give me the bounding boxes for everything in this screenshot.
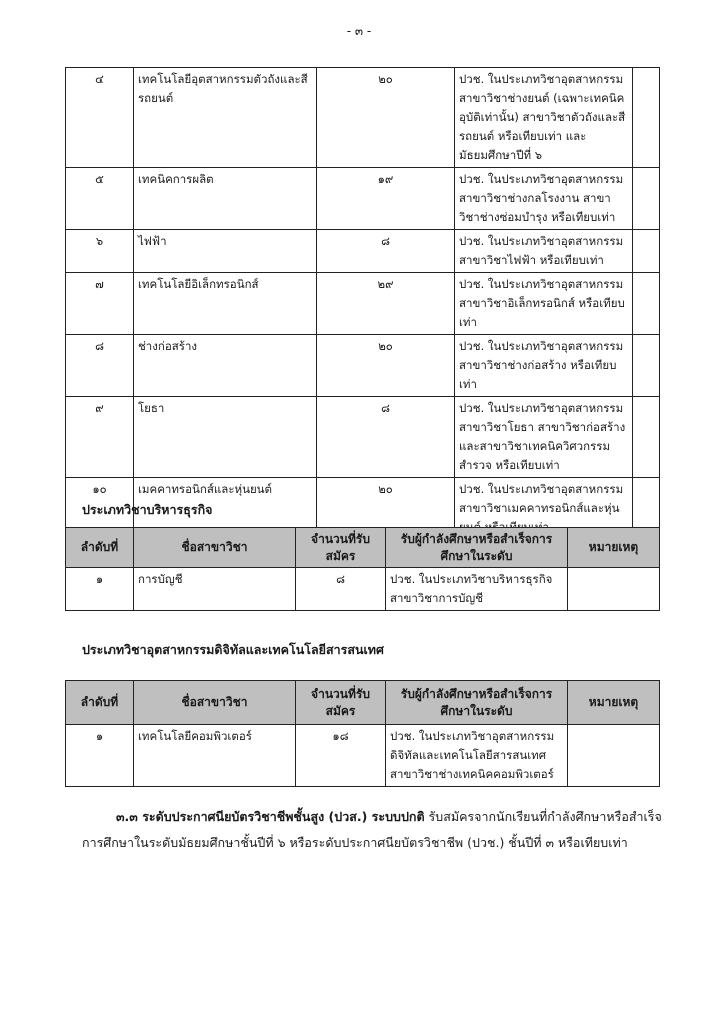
table-header-row [66,528,660,568]
cell-order: ๘ [66,335,134,397]
cell-note [633,68,660,168]
cell-order: ๑๐ [66,478,134,540]
cell-count: ๒๐ [317,478,455,540]
cell-field-name: เทคนิคการผลิต [134,168,317,230]
header-requirement: รับผู้กำลังศึกษาหรือสำเร็จการศึกษาในระดับ [386,681,568,725]
cell-field-name: ไฟฟ้า [134,230,317,273]
header-order: ลำดับที่ [66,681,134,725]
cell-count: ๑๙ [317,168,455,230]
cell-order: ๑ [66,568,134,611]
cell-field-name: เทคโนโลยีอุตสาหกรรมตัวถังและสีรถยนต์ [134,68,317,168]
cell-order: ๙ [66,397,134,478]
cell-count: ๑๘ [296,725,386,787]
table-row [66,168,660,230]
cell-requirement: ปวช. ในประเภทวิชาอุตสาหกรรม สาขาวิชาช่างกลโรงงาน สาขาวิชาช่างซ่อมบำรุง หรือเทียบเท่า [455,168,633,230]
cell-count: ๘ [317,230,455,273]
cell-count: ๒๐ [317,68,455,168]
section-title-business: ประเภทวิชาบริหารธุรกิจ [82,502,213,517]
header-count: จำนวนที่รับสมัคร [296,681,386,725]
table-row [66,725,660,787]
cell-field-name: เทคโนโลยีคอมพิวเตอร์ [134,725,296,787]
cell-requirement: ปวช. ในประเภทวิชาบริหารธุรกิจ สาขาวิชาการบัญชี [386,568,568,611]
table-row [66,335,660,397]
table-row [66,568,660,611]
cell-field-name: ช่างก่อสร้าง [134,335,317,397]
table-industrial [65,67,660,540]
table-row [66,68,660,168]
table-row [66,230,660,273]
table-digital [65,680,660,787]
cell-note [633,273,660,335]
cell-note [568,725,660,787]
cell-field-name: การบัญชี [134,568,296,611]
section-title-digital: ประเภทวิชาอุตสาหกรรมดิจิทัลและเทคโนโลยีสารสนเทศ [82,642,384,657]
cell-note [633,397,660,478]
cell-requirement: ปวช. ในประเภทวิชาอุตสาหกรรม สาขาวิชาช่างก่อสร้าง หรือเทียบเท่า [455,335,633,397]
cell-order: ๔ [66,68,134,168]
cell-requirement: ปวช. ในประเภทวิชาอุตสาหกรรม สาขาวิชาเมคคาทรอนิกส์และหุ่น [455,478,633,540]
header-note: หมายเหตุ [568,681,660,725]
cell-note [568,568,660,611]
paragraph-body: รับสมัครจากนักเรียนที่กำลังศึกษาหรือสำเร็จการศึกษาในระดับมัธยมศึกษาชั้นปีที่ ๖ หรือระดับประกาศนียบัตรวิชาชีพ (ปวช.) ชั้นปีที่ ๓ หรือเทียบเท่า [82,809,662,850]
cell-requirement: ปวช. ในประเภทวิชาอุตสาหกรรม สาขาวิชาไฟฟ้า หรือเทียบเท่า [455,230,633,273]
cell-requirement: ปวช. ในประเภทวิชาอุตสาหกรรมดิจิทัลและเทคโนโลยีสารสนเทศ สาขาวิชาช่างเทคนิคคอมพิวเตอร์ [386,725,568,787]
page-number: - ๓ - [346,24,372,38]
paragraph-lead: ๓.๓ ระดับประกาศนียบัตรวิชาชีพชั้นสูง (ปวส.) ระบบปกติ [116,809,425,824]
header-field-name: ชื่อสาขาวิชา [134,528,296,568]
header-field-name: ชื่อสาขาวิชา [134,681,296,725]
table-row [66,397,660,478]
cell-order: ๗ [66,273,134,335]
table-row [66,273,660,335]
cell-count: ๘ [296,568,386,611]
cell-requirement: ปวช. ในประเภทวิชาอุตสาหกรรม สาขาวิชาอิเล็กทรอนิกส์ หรือเทียบเท่า [455,273,633,335]
table-business [65,527,660,611]
cell-note [633,168,660,230]
table-header-row [66,681,660,725]
cell-field-name: โยธา [134,397,317,478]
header-count: จำนวนที่รับสมัคร [296,528,386,568]
header-requirement: รับผู้กำลังศึกษาหรือสำเร็จการศึกษาในระดับ [386,528,568,568]
cell-order: ๑ [66,725,134,787]
cell-field-name: เมคคาทรอนิกส์และหุ่นยนต์ [134,478,317,540]
cell-requirement: ปวช. ในประเภทวิชาอุตสาหกรรม สาขาวิชาโยธา สาขาวิชาก่อสร้าง และสาขาวิชาเทคนิควิศวกรรมสำรวจ หรือเทียบเท่า [455,397,633,478]
header-order: ลำดับที่ [66,528,134,568]
cell-order: ๖ [66,230,134,273]
cell-field-name: เทคโนโลยีอิเล็กทรอนิกส์ [134,273,317,335]
cell-count: ๒๐ [317,335,455,397]
cell-note [633,230,660,273]
header-note: หมายเหตุ [568,528,660,568]
cell-count: ๒๙ [317,273,455,335]
paragraph-pvs [82,804,672,856]
cell-order: ๕ [66,168,134,230]
cell-requirement: ปวช. ในประเภทวิชาอุตสาหกรรม สาขาวิชาช่างยนต์ (เฉพาะเทคนิคอุบัติเท่านั้น) สาขาวิชาตัวถังและสีรถยนต์ หรือเทียบเท่า และมัธยมศึกษาปีที่ ๖ [455,68,633,168]
cell-note [633,335,660,397]
cell-count: ๘ [317,397,455,478]
